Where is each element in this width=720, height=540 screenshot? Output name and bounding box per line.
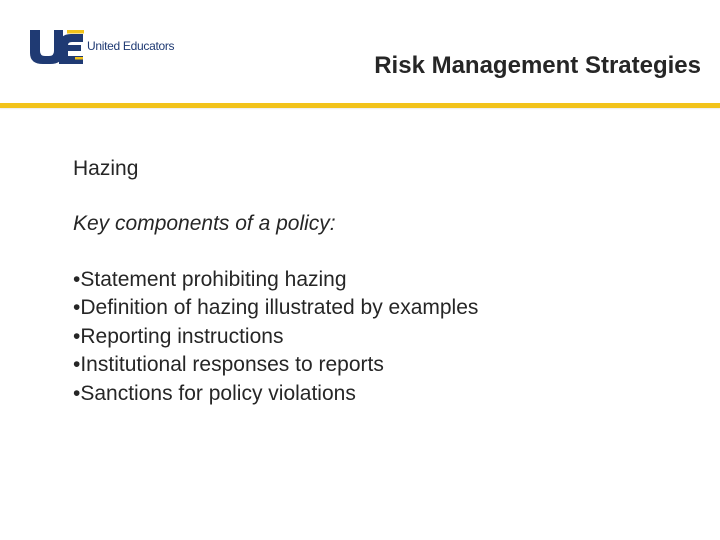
list-item: •Reporting instructions xyxy=(73,324,284,348)
list-item: •Sanctions for policy violations xyxy=(73,381,356,405)
united-educators-logo xyxy=(29,29,175,67)
ue-logo-mark-icon xyxy=(29,29,85,67)
topic-heading: Hazing xyxy=(73,157,139,180)
slide-title: Risk Management Strategies xyxy=(374,52,701,79)
logo-wordmark: United Educators xyxy=(87,39,175,53)
accent-divider xyxy=(0,103,720,108)
list-item: •Institutional responses to reports xyxy=(73,353,384,377)
policy-subheading: Key components of a policy: xyxy=(73,212,336,236)
slide-body xyxy=(73,155,478,408)
list-item: •Definition of hazing illustrated by examples xyxy=(73,296,479,320)
list-item: •Statement prohibiting hazing xyxy=(73,267,347,291)
policy-components-list xyxy=(73,266,478,409)
